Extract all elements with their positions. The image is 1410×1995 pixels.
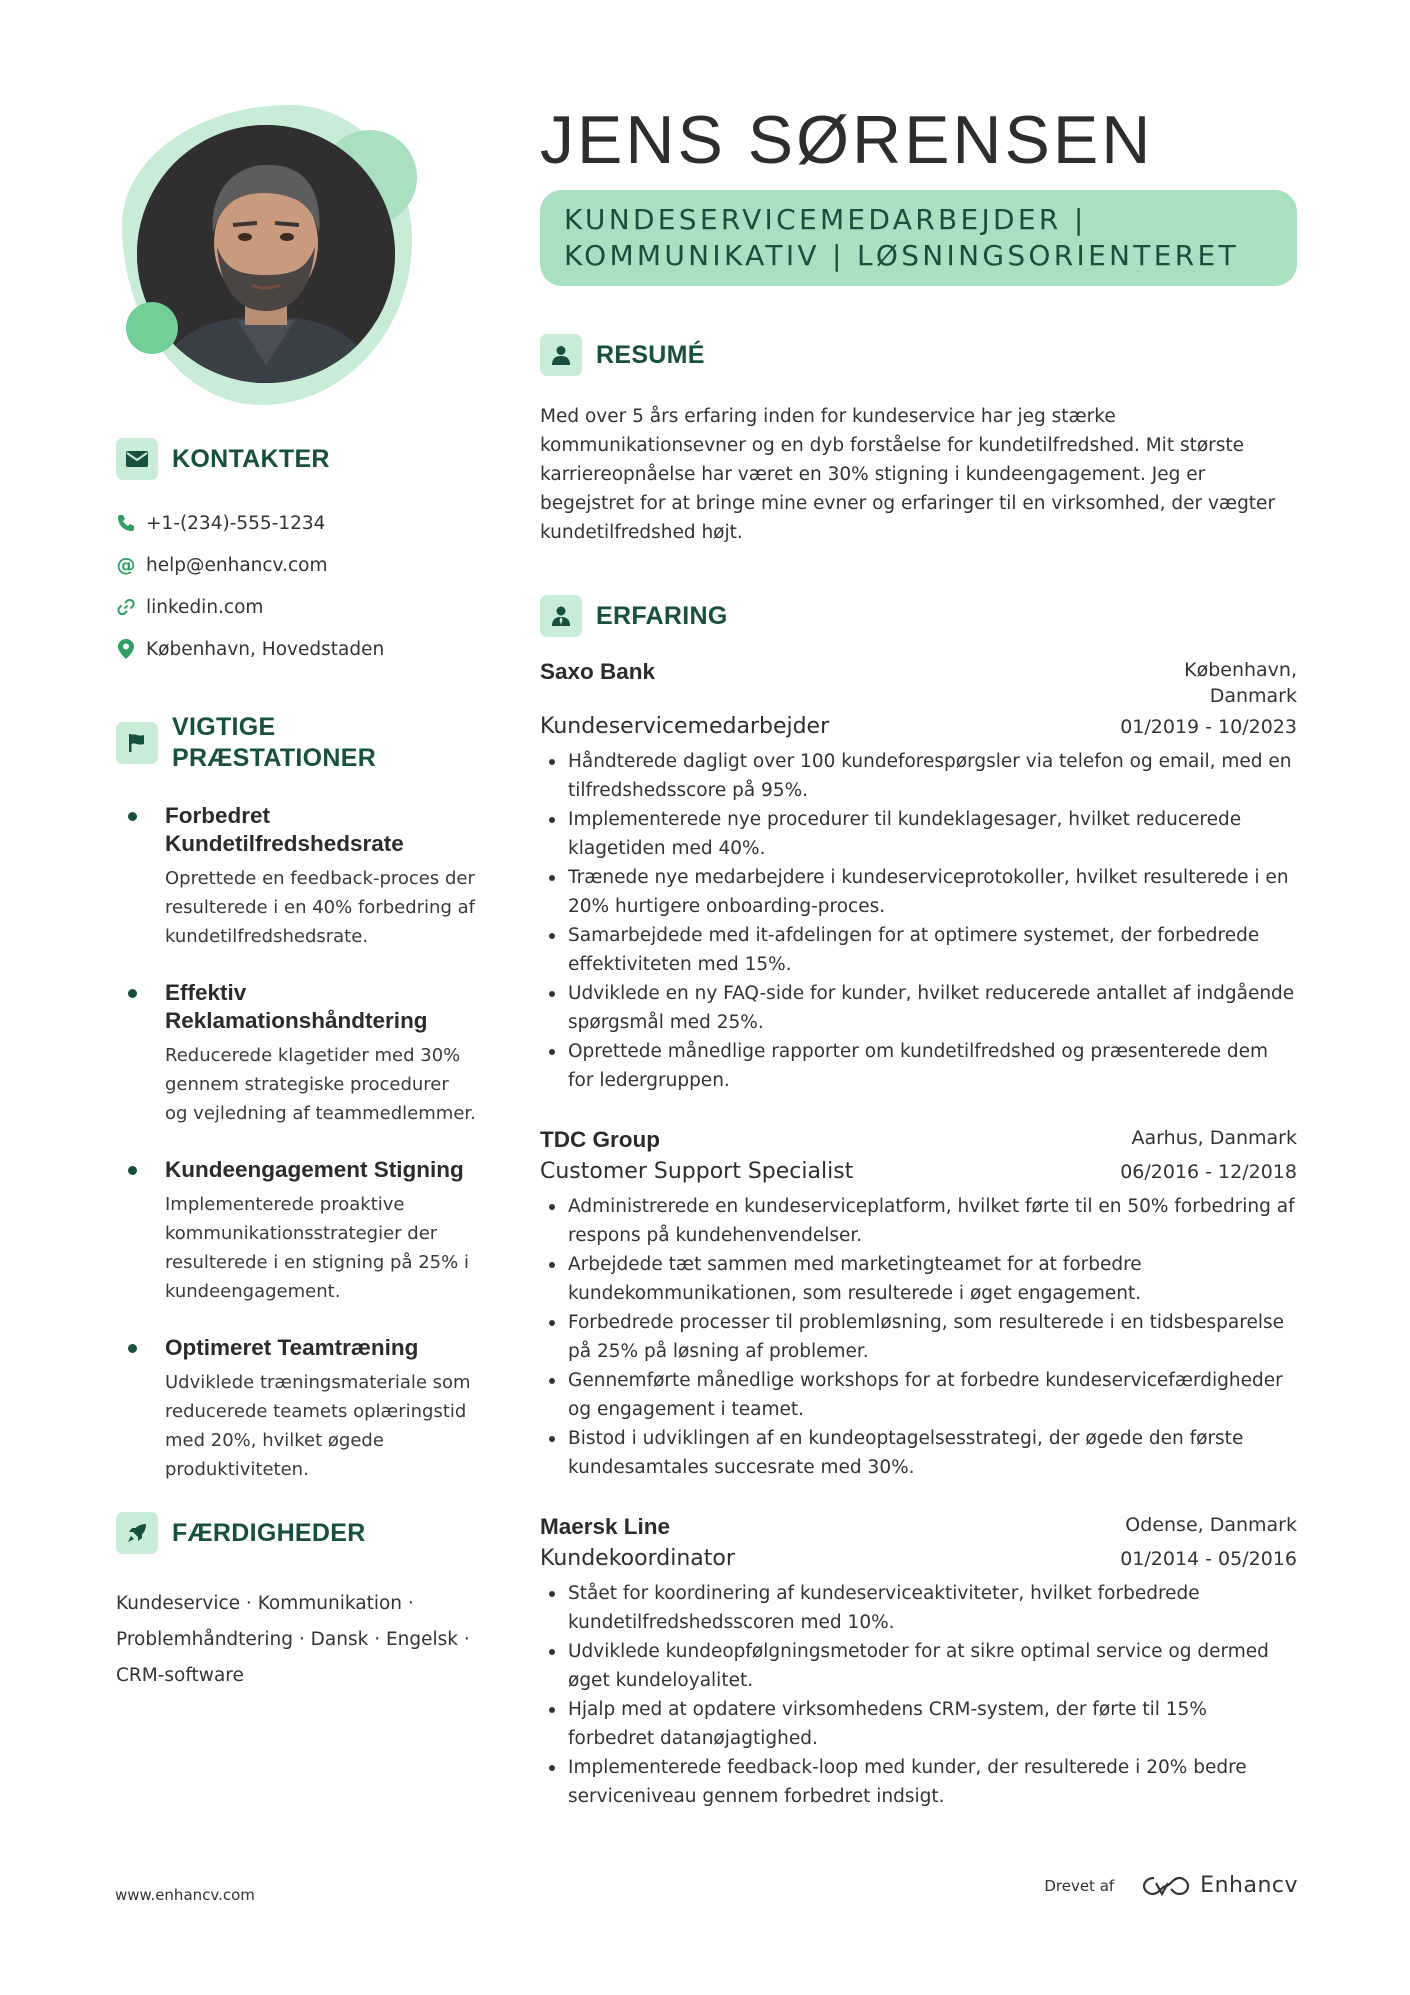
left-column: [116, 438, 476, 1694]
contacts-section: [116, 438, 476, 670]
company-name: Saxo Bank: [540, 659, 656, 684]
job-entry: [540, 657, 1297, 1095]
job-location: Aarhus, Danmark: [1131, 1127, 1297, 1149]
achievements-list: [116, 802, 476, 1484]
achievements-title: VIGTIGE PRÆSTATIONER: [172, 713, 377, 772]
briefcase-person-icon: [540, 595, 582, 637]
job-role: Customer Support Specialist: [540, 1159, 854, 1184]
achievement-description: Oprettede en feedback-proces der resulterede i en 40% forbedring af kundetilfredshedsrate.: [165, 868, 475, 947]
infinity-logo-icon: [1142, 1874, 1190, 1898]
job-location: [1184, 657, 1297, 709]
summary-header: [540, 334, 1297, 376]
achievement-item: [116, 979, 476, 1128]
job-bullet: Implementerede feedback-loop med kunder, der resulterede i 20% bedre serviceniveau gennem forbedret indsigt.: [540, 1753, 1297, 1811]
skills-section: [116, 1512, 476, 1694]
job-bullet: Hjalp med at opdatere virksomhedens CRM-system, der førte til 15% forbedret datanøjagtighed.: [540, 1695, 1297, 1753]
skills-list: Kundeservice · Kommunikation · Problemhåndtering · Dansk · Engelsk · CRM-software: [116, 1593, 470, 1686]
achievement-title: Optimeret Teamtræning: [165, 1335, 419, 1360]
contact-list: [116, 502, 476, 670]
job-location-line: Danmark: [1209, 685, 1297, 707]
footer-website-link[interactable]: www.enhancv.com: [115, 1886, 255, 1904]
job-bullet: Forbedrede processer til problemløsning, som resulterede i en tidsbesparelse på 25% på løsning af problemer.: [540, 1308, 1297, 1366]
rocket-icon: [116, 1512, 158, 1554]
achievements-header: [116, 712, 476, 774]
achievement-title: Effektiv Reklamationshåndtering: [165, 980, 428, 1033]
skills-header: [116, 1512, 476, 1554]
contact-phone[interactable]: [116, 502, 476, 544]
person-icon: [540, 334, 582, 376]
experience-header: [540, 595, 1297, 637]
job-bullet: Udviklede kundeopfølgningsmetoder for at sikre optimal service og dermed øget kundeloyalitet.: [540, 1637, 1297, 1695]
contact-location: [116, 628, 476, 670]
achievement-description: Implementerede proaktive kommunikationsstrategier der resulterede i en stigning på 25% i kundeengagement.: [165, 1194, 469, 1302]
job-entry: [540, 1512, 1297, 1811]
achievement-item: [116, 1334, 476, 1484]
location-pin-icon: [116, 639, 136, 659]
achievement-description: Udviklede træningsmateriale som reducerede teamets oplæringstid med 20%, hvilket øgede produktiviteten.: [165, 1372, 471, 1480]
bullet-dot: [128, 1344, 137, 1353]
footer-branding: [1044, 1873, 1298, 1898]
job-bullet: Stået for koordinering af kundeserviceaktiviteter, hvilket forbedrede kundetilfredshedsscoren med 10%.: [540, 1579, 1297, 1637]
link-icon: [116, 598, 136, 616]
contact-email-text: help@enhancv.com: [146, 554, 328, 576]
bullet-dot: [128, 1166, 137, 1175]
job-bullets: [540, 1579, 1297, 1811]
envelope-icon: [116, 438, 158, 480]
company-name: Maersk Line: [540, 1514, 671, 1539]
job-role: Kundekoordinator: [540, 1546, 735, 1571]
right-column: [540, 100, 1297, 1811]
bullet-dot: [128, 812, 137, 821]
enhancv-logo[interactable]: [1142, 1873, 1298, 1898]
achievement-title: Forbedret Kundetilfredshedsrate: [165, 803, 404, 856]
job-location-line: København,: [1184, 659, 1297, 681]
bullet-dot: [128, 989, 137, 998]
job-bullet: Bistod i udviklingen af en kundeoptagelsesstrategi, der øgede den første kundesamtales succesrate med 30%.: [540, 1424, 1297, 1482]
achievement-title: Kundeengagement Stigning: [165, 1157, 464, 1182]
job-bullets: [540, 747, 1297, 1095]
achievement-description: Reducerede klagetider med 30% gennem strategiske procedurer og vejledning af teammedlemmer.: [165, 1045, 476, 1124]
job-bullet: Udviklede en ny FAQ-side for kunder, hvilket reducerede antallet af indgående spørgsmål med 25%.: [540, 979, 1297, 1037]
job-entry: [540, 1125, 1297, 1482]
summary-text: Med over 5 års erfaring inden for kundeservice har jeg stærke kommunikationsevner og en dyb forståelse for kundetilfredshed. Mit største karriereopnåelse har været en 30% stigning i kundeengagement. Jeg er begejstret for at bringe mine evner og erfaringer til en virksomhed, der vægter kundetilfredshed højt.: [540, 406, 1276, 543]
candidate-name: JENS SØRENSEN: [540, 102, 1154, 178]
profile-photo-area: [112, 100, 432, 410]
job-dates: 01/2014 - 05/2016: [1120, 1548, 1297, 1570]
tagline-banner: KUNDESERVICEMEDARBEJDER | KOMMUNIKATIV | LØSNINGSORIENTERET: [540, 190, 1297, 286]
decorative-dot: [126, 302, 178, 354]
portrait-illustration: [137, 125, 395, 383]
brand-name: Enhancv: [1200, 1873, 1298, 1898]
job-location: Odense, Danmark: [1125, 1514, 1297, 1536]
summary-section: [540, 334, 1297, 547]
contacts-title: KONTAKTER: [172, 444, 330, 473]
powered-by-text: Drevet af: [1044, 1876, 1115, 1895]
contact-linkedin-text: linkedin.com: [146, 596, 264, 618]
job-bullet: Oprettede månedlige rapporter om kundetilfredshed og præsenterede dem for ledergruppen.: [540, 1037, 1297, 1095]
job-bullet: Gennemførte månedlige workshops for at forbedre kundeservicefærdigheder og engagement i teamet.: [540, 1366, 1297, 1424]
skills-title: FÆRDIGHEDER: [172, 1518, 366, 1547]
experience-title: ERFARING: [596, 601, 728, 630]
job-dates: 01/2019 - 10/2023: [1120, 716, 1297, 738]
profile-photo: [137, 125, 395, 383]
contact-email[interactable]: [116, 544, 476, 586]
job-bullet: Implementerede nye procedurer til kundeklagesager, hvilket reducerede klagetiden med 40%.: [540, 805, 1297, 863]
at-icon: @: [116, 554, 136, 576]
job-dates: 06/2016 - 12/2018: [1120, 1161, 1297, 1183]
summary-title: RESUMÉ: [596, 340, 705, 369]
achievement-item: [116, 802, 476, 951]
company-name: TDC Group: [540, 1127, 660, 1152]
job-bullet: Trænede nye medarbejdere i kundeserviceprotokoller, hvilket resulterede i en 20% hurtigere onboarding-proces.: [540, 863, 1297, 921]
flag-icon: [116, 722, 158, 764]
achievement-item: [116, 1156, 476, 1306]
job-bullet: Arbejdede tæt sammen med marketingteamet for at forbedre kundekommunikationen, som resulterede i øget engagement.: [540, 1250, 1297, 1308]
achievements-section: [116, 712, 476, 1484]
job-role: Kundeservicemedarbejder: [540, 714, 830, 739]
job-bullet: Administrerede en kundeserviceplatform, hvilket førte til en 50% forbedring af respons på kundehenvendelser.: [540, 1192, 1297, 1250]
phone-icon: [116, 514, 136, 532]
job-bullets: [540, 1192, 1297, 1482]
contact-linkedin[interactable]: [116, 586, 476, 628]
experience-section: [540, 595, 1297, 1811]
contact-location-text: København, Hovedstaden: [146, 638, 385, 660]
contacts-header: [116, 438, 476, 480]
job-bullet: Samarbejdede med it-afdelingen for at optimere systemet, der forbedrede effektiviteten med 15%.: [540, 921, 1297, 979]
job-bullet: Håndterede dagligt over 100 kundeforespørgsler via telefon og email, med en tilfredshedsscore på 95%.: [540, 747, 1297, 805]
contact-phone-text: +1-(234)-555-1234: [146, 512, 326, 534]
